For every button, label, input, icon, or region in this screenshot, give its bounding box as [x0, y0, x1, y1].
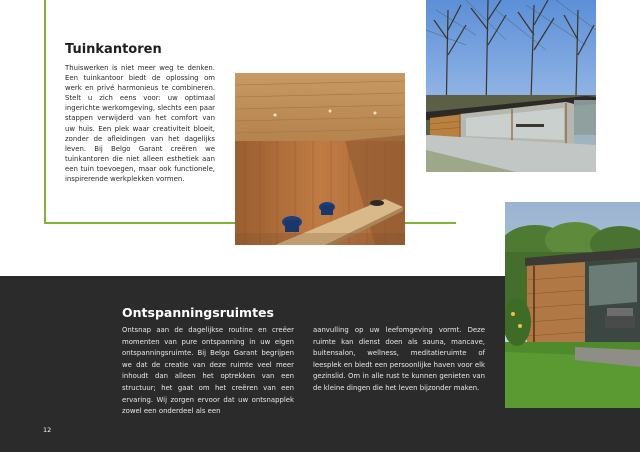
relaxation-room-photo: [505, 202, 640, 408]
office-section-body: Thuiswerken is niet meer weg te denken. Een tuinkantoor biedt de oplossing om werk en privé harmonieus te combineren. Stelt u zich eens voor: uw optimaal ingerichte werkomgeving, slechts een paar stappen verwijderd van het comfort van uw huis. Een plek waar creativiteit bloeit, zonder de afleidingen van het dagelijks leven. Bij Belgo Garant creëren we tuinkantoren die niet alleen esthetiek aan een tuin toevoegen, maar ook functionele, inspirerende werkplekken vormen.: [65, 64, 215, 184]
garden-office-photo: [426, 0, 596, 172]
office-section-title: Tuinkantoren: [65, 42, 162, 57]
page-number: 12: [43, 426, 52, 434]
relax-section-title: Ontspanningsruimtes: [122, 305, 274, 320]
meeting-room-photo: [235, 73, 405, 245]
relax-section-body-column-1: Ontsnap aan de dagelijkse routine en creëer momenten van pure ontspanning in uw eigen ontspanningsruimte. Bij Belgo Garant begrijpen we dat de creatie van deze ruimte veel meer inhoudt dan alleen het optrekken van een structuur; het gaat om het creëren van een ervaring. Wij zorgen ervoor dat uw ontsnapplek zowel een onderdeel als een: [122, 326, 294, 416]
relax-section-body-column-2: aanvulling op uw leefomgeving vormt. Deze ruimte kan dienst doen als sauna, mancave, buitensalon, wellness, meditatieruimte of leesplek en biedt een persoonlijke haven voor elk gezinslid. Om in alle rust te kunnen genieten van de kleine dingen die het leven bijzonder maken.: [313, 326, 485, 392]
